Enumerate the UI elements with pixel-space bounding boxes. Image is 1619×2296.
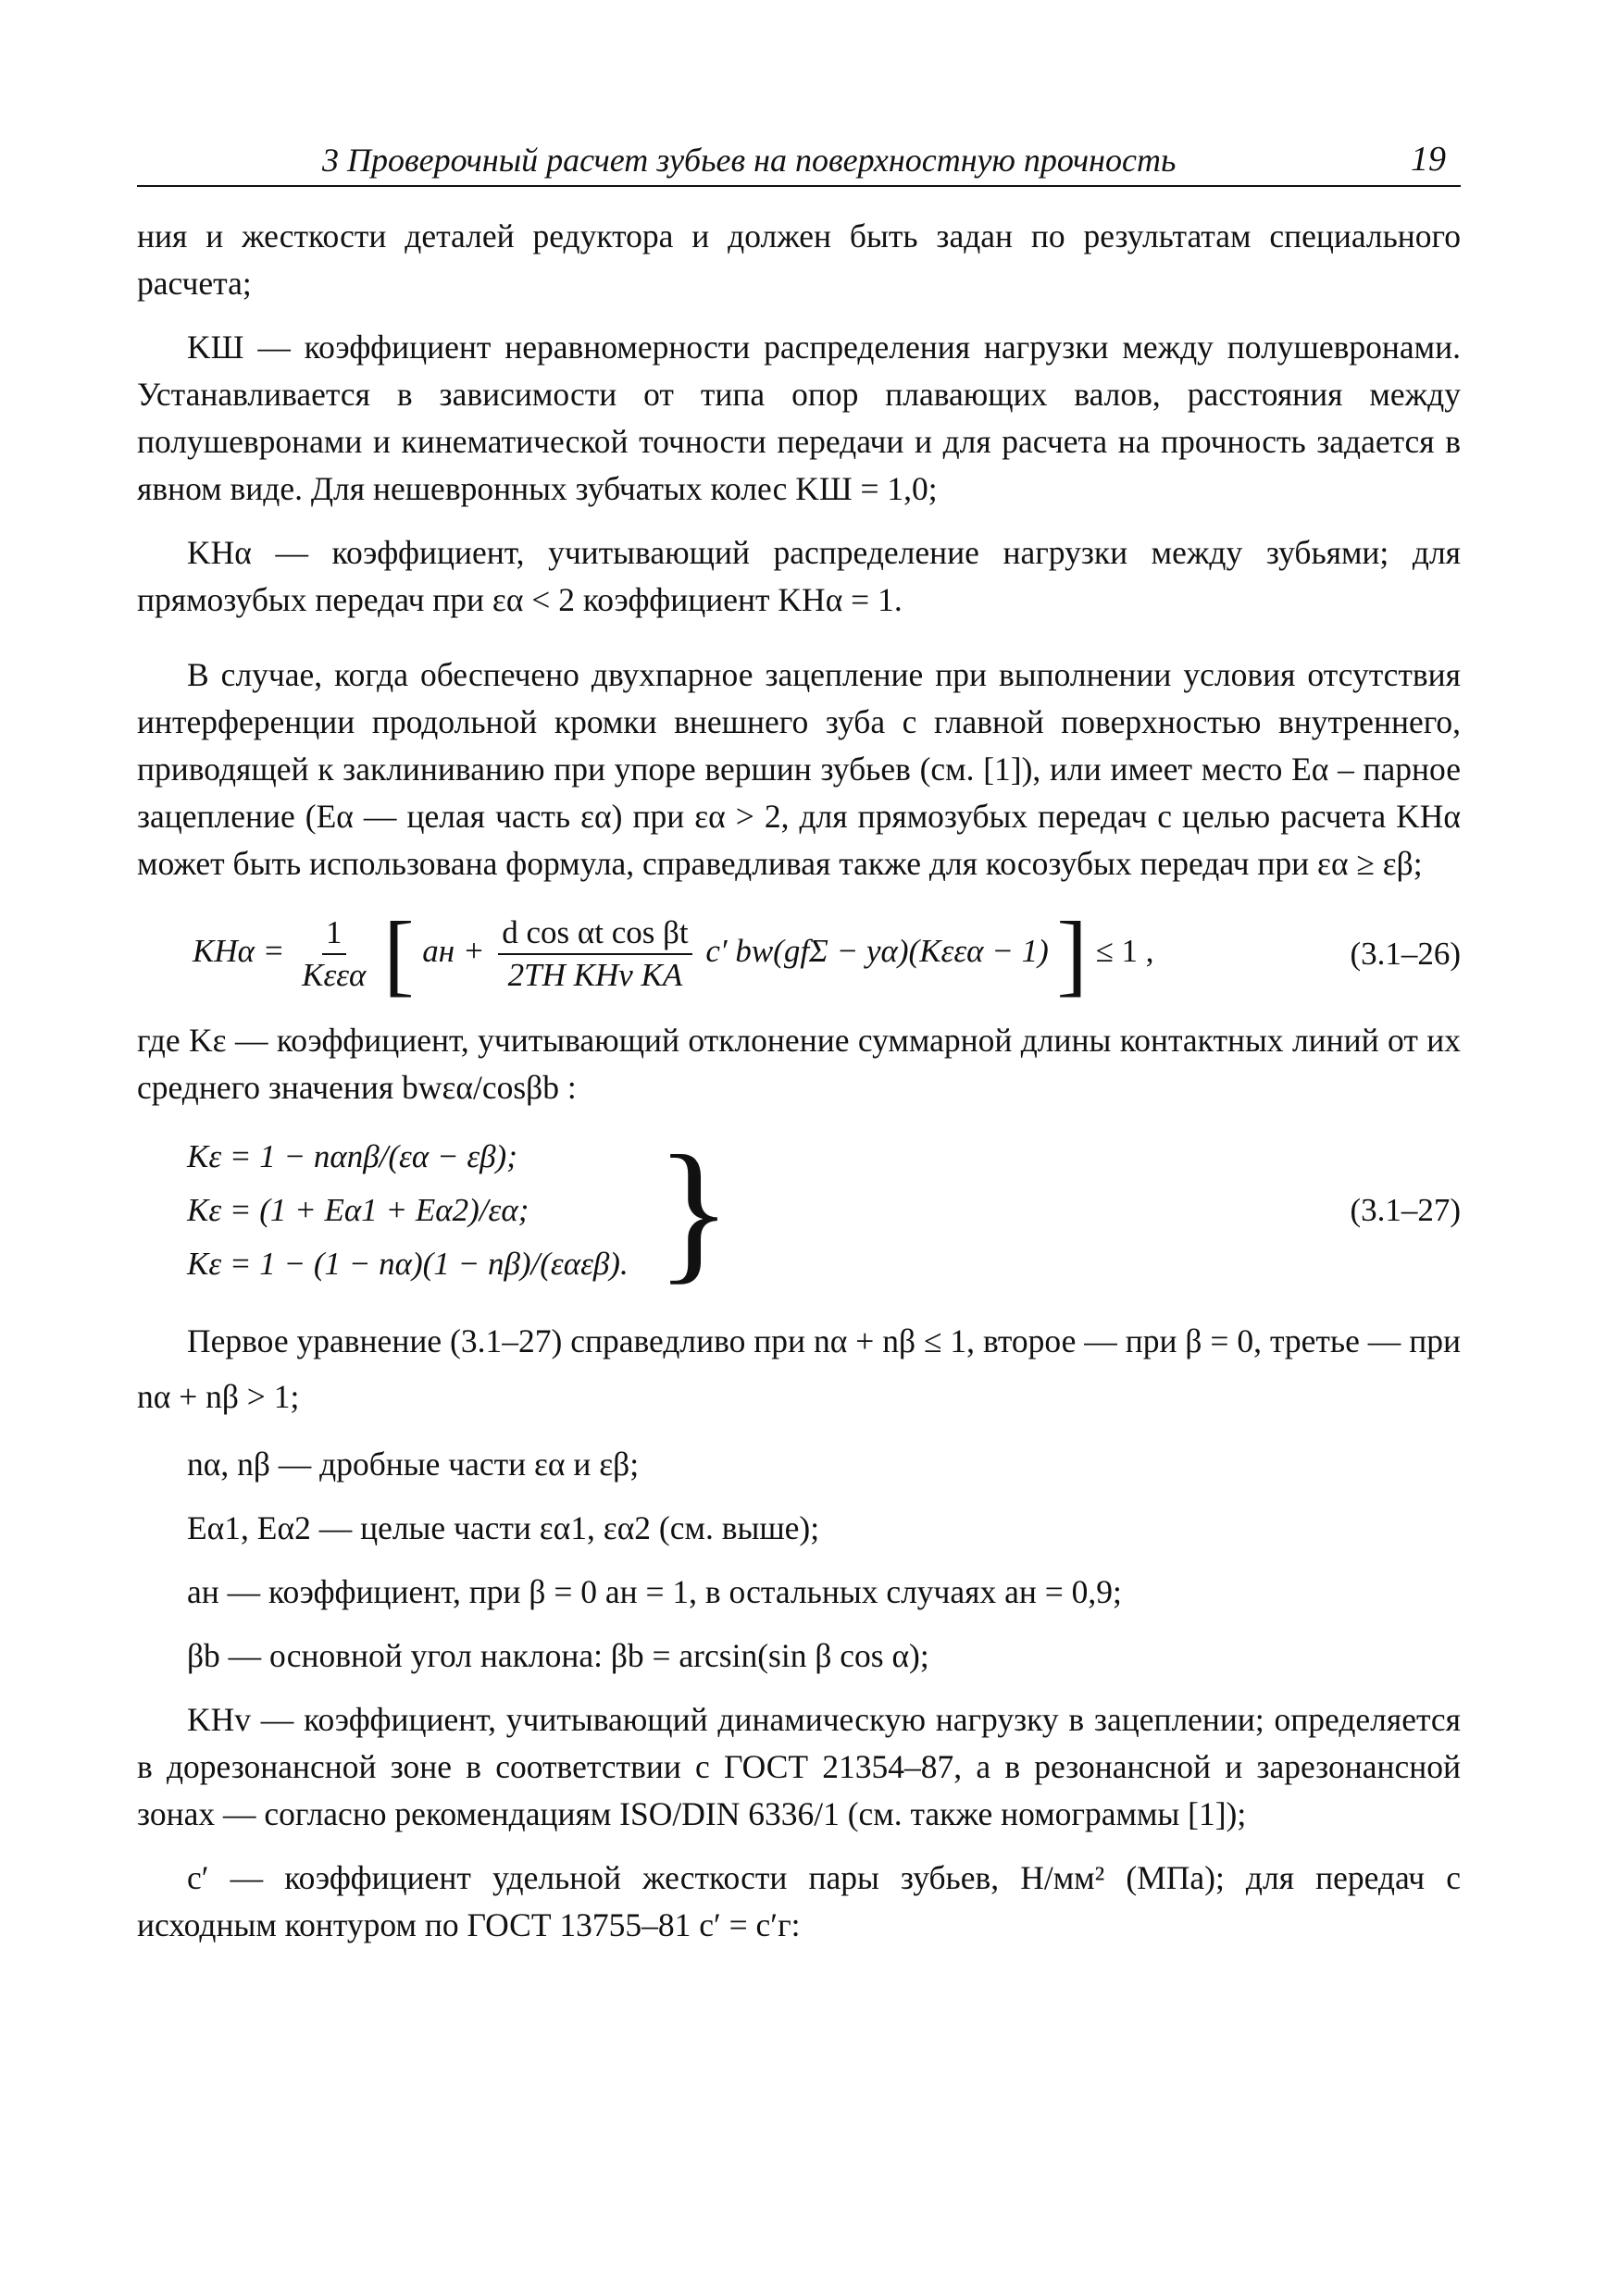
paragraph-two-pair-mesh: В случае, когда обеспечено двухпарное зацепление при выполнении условия отсутствия интерференции продольной кромки внешнего зуба с главной поверхностью внутреннего, приводящей к заклиниванию при упоре вершин зубьев (см. [1]), или имеет место Eα – парное зацепление (Eα — целая часть εα) при εα > 2, для прямозубых передач с целью расчета KHα может быть использована формула, справедливая также для косозубых передач при εα ≥ εβ;	[137, 656, 1461, 882]
equation-number-3-1-27: (3.1–27)	[1350, 1192, 1461, 1228]
eq27-line-2: Kε = (1 + Eα1 + Eα2)/εα;	[187, 1192, 529, 1228]
equation-number-3-1-26: (3.1–26)	[1350, 936, 1461, 972]
page	[137, 139, 1461, 1949]
left-bracket: [	[383, 902, 415, 1005]
right-brace: }	[655, 1123, 732, 1297]
paragraph-e-alpha: Eα1, Eα2 — целые части εα1, εα2 (см. выше);	[187, 1509, 820, 1546]
chapter-title: 3 Проверочный расчет зубьев на поверхностную прочность	[322, 142, 1177, 179]
paragraph-k-hv-definition: KHv — коэффициент, учитывающий динамическую нагрузку в зацеплении; определяется в дорезонансной зоне в соответствии с ГОСТ 21354–87, а в резонансной и зарезонансной зонах — согласно рекомендациям ISO/DIN 6336/1 (см. также номограммы [1]);	[137, 1701, 1461, 1832]
eq26-fraction-1	[298, 914, 369, 994]
paragraph-a-n: aн — коэффициент, при β = 0 aн = 1, в остальных случаях aн = 0,9;	[187, 1573, 1122, 1610]
equation-lines	[137, 1130, 629, 1291]
paragraph-k-h-alpha-definition: KHα — коэффициент, учитывающий распределение нагрузки между зубьями; для прямозубых передач при εα < 2 коэффициент KHα = 1.	[137, 534, 1461, 618]
equation-3-1-26	[137, 902, 1461, 1005]
eq26-frac2-denominator: 2TH KHv KA	[507, 957, 683, 993]
equation-body	[137, 902, 1154, 1005]
paragraph-beta-b: βb — основной угол наклона: βb = arcsin(sin β cos α);	[187, 1637, 929, 1674]
eq26-lhs: KHα =	[193, 933, 285, 970]
eq26-frac1-numerator: 1	[322, 914, 346, 955]
paragraph-continuation: ния и жесткости деталей редуктора и должен быть задан по результатам специального расчета;	[137, 217, 1461, 302]
equation-system-body	[137, 1123, 732, 1297]
right-bracket: ]	[1056, 902, 1088, 1005]
paragraph-k-sh-definition: KШ — коэффициент неравномерности распределения нагрузки между полушевронами. Устанавливается в зависимости от типа опор плавающих валов, расстояния между полушевронами и кинематической точности передачи и для расчета на прочность задается в явном виде. Для нешевронных зубчатых колес KШ = 1,0;	[137, 329, 1461, 507]
paragraph-c-prime-definition: c′ — коэффициент удельной жесткости пары зубьев, Н/мм² (МПа); для передач с исходным контуром по ГОСТ 13755–81 c′ = c′г:	[137, 1859, 1461, 1943]
eq26-a-n: aн +	[422, 933, 485, 970]
eq26-relation: ≤ 1 ,	[1095, 933, 1154, 970]
paragraph-k-epsilon-definition: где Kε — коэффициент, учитывающий отклонение суммарной длины контактных линий от их среднего значения bwεα/cosβb :	[137, 1022, 1461, 1106]
eq26-frac2-numerator: d cos αt cos βt	[498, 914, 691, 955]
equation-system-3-1-27	[137, 1123, 1461, 1297]
eq27-line-1: Kε = 1 − nαnβ/(εα − εβ);	[187, 1138, 517, 1174]
running-header	[137, 139, 1461, 187]
paragraph-equation-conditions: Первое уравнение (3.1–27) справедливо при nα + nβ ≤ 1, второе — при β = 0, третье — при nα + nβ > 1;	[137, 1322, 1461, 1415]
eq26-fraction-2	[498, 914, 691, 994]
eq26-tail: c′ bw(gfΣ − yα)(Kεεα − 1)	[705, 933, 1049, 970]
page-number: 19	[1411, 140, 1446, 179]
eq27-line-3: Kε = 1 − (1 − nα)(1 − nβ)/(εαεβ).	[187, 1246, 629, 1282]
eq26-frac1-denominator: Kεεα	[302, 957, 367, 993]
paragraph-n-alpha-n-beta: nα, nβ — дробные части εα и εβ;	[187, 1446, 640, 1483]
